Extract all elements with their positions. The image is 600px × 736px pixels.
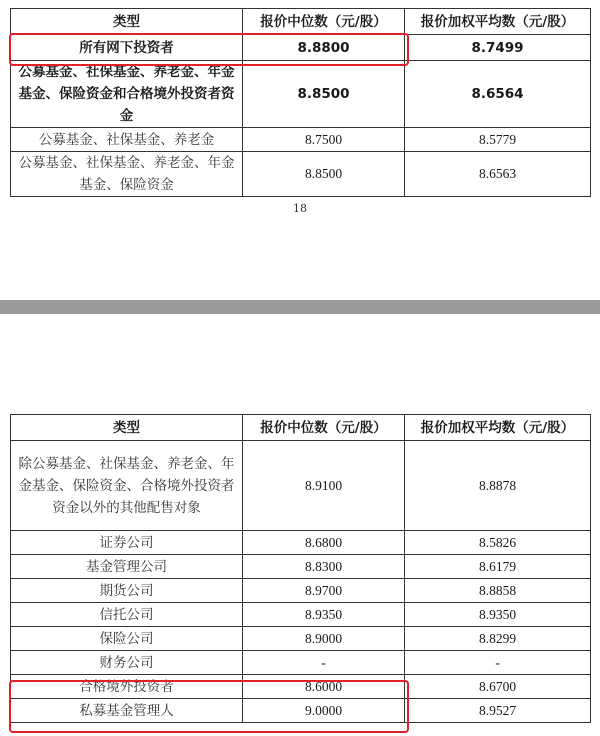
header-median: 报价中位数（元/股）: [243, 9, 405, 35]
row-weighted-average: 8.6700: [405, 675, 591, 699]
table-header-row: [11, 9, 591, 35]
row-median: 8.8500: [243, 61, 405, 128]
row-median: 8.9100: [243, 441, 405, 531]
row-weighted-average: 8.8299: [405, 627, 591, 651]
row-type: 合格境外投资者: [11, 675, 243, 699]
quote-table-top: [10, 8, 591, 197]
row-type: 期货公司: [11, 579, 243, 603]
row-type: 公募基金、社保基金、养老金、年金基金、保险资金: [11, 152, 243, 197]
row-weighted-average: 8.5826: [405, 531, 591, 555]
row-median: 8.8300: [243, 555, 405, 579]
page-divider: [0, 300, 600, 314]
row-type: 证券公司: [11, 531, 243, 555]
row-median: 8.9000: [243, 627, 405, 651]
row-median: 9.0000: [243, 699, 405, 723]
row-weighted-average: 8.6563: [405, 152, 591, 197]
table-row: [11, 152, 591, 197]
table-header-row: [11, 415, 591, 441]
table-row: [11, 555, 591, 579]
row-type: 信托公司: [11, 603, 243, 627]
header-type: 类型: [11, 9, 243, 35]
row-median: 8.8800: [243, 35, 405, 61]
row-type: 私募基金管理人: [11, 699, 243, 723]
row-weighted-average: 8.6179: [405, 555, 591, 579]
row-median: 8.6000: [243, 675, 405, 699]
row-weighted-average: 8.5779: [405, 128, 591, 152]
table-row: [11, 128, 591, 152]
row-weighted-average: 8.8858: [405, 579, 591, 603]
header-weighted-average: 报价加权平均数（元/股）: [405, 9, 591, 35]
row-weighted-average: 8.9527: [405, 699, 591, 723]
header-type: 类型: [11, 415, 243, 441]
row-weighted-average: 8.6564: [405, 61, 591, 128]
table-row: [11, 441, 591, 531]
table-row: [11, 627, 591, 651]
table-row: [11, 603, 591, 627]
row-type: 保险公司: [11, 627, 243, 651]
row-median: 8.9350: [243, 603, 405, 627]
row-median: -: [243, 651, 405, 675]
table-row: [11, 699, 591, 723]
row-type: 财务公司: [11, 651, 243, 675]
table-row: [11, 61, 591, 128]
row-type: 除公募基金、社保基金、养老金、年金基金、保险资金、合格境外投资者资金以外的其他配售对象: [11, 441, 243, 531]
row-type: 基金管理公司: [11, 555, 243, 579]
row-weighted-average: 8.8878: [405, 441, 591, 531]
table-row: [11, 531, 591, 555]
row-type: 公募基金、社保基金、养老金: [11, 128, 243, 152]
row-type: 所有网下投资者: [11, 35, 243, 61]
header-median: 报价中位数（元/股）: [243, 415, 405, 441]
row-weighted-average: 8.7499: [405, 35, 591, 61]
row-median: 8.9700: [243, 579, 405, 603]
page-number: 18: [293, 202, 307, 215]
row-weighted-average: 8.9350: [405, 603, 591, 627]
table-row: [11, 675, 591, 699]
row-type: 公募基金、社保基金、养老金、年金基金、保险资金和合格境外投资者资金: [11, 61, 243, 128]
row-median: 8.6800: [243, 531, 405, 555]
row-median: 8.8500: [243, 152, 405, 197]
row-weighted-average: -: [405, 651, 591, 675]
header-weighted-average: 报价加权平均数（元/股）: [405, 415, 591, 441]
row-median: 8.7500: [243, 128, 405, 152]
document-page-top: [0, 0, 600, 300]
document-page-bottom: [0, 314, 600, 736]
quote-table-bottom: [10, 414, 591, 723]
table-row: [11, 579, 591, 603]
table-row: [11, 651, 591, 675]
table-row: [11, 35, 591, 61]
